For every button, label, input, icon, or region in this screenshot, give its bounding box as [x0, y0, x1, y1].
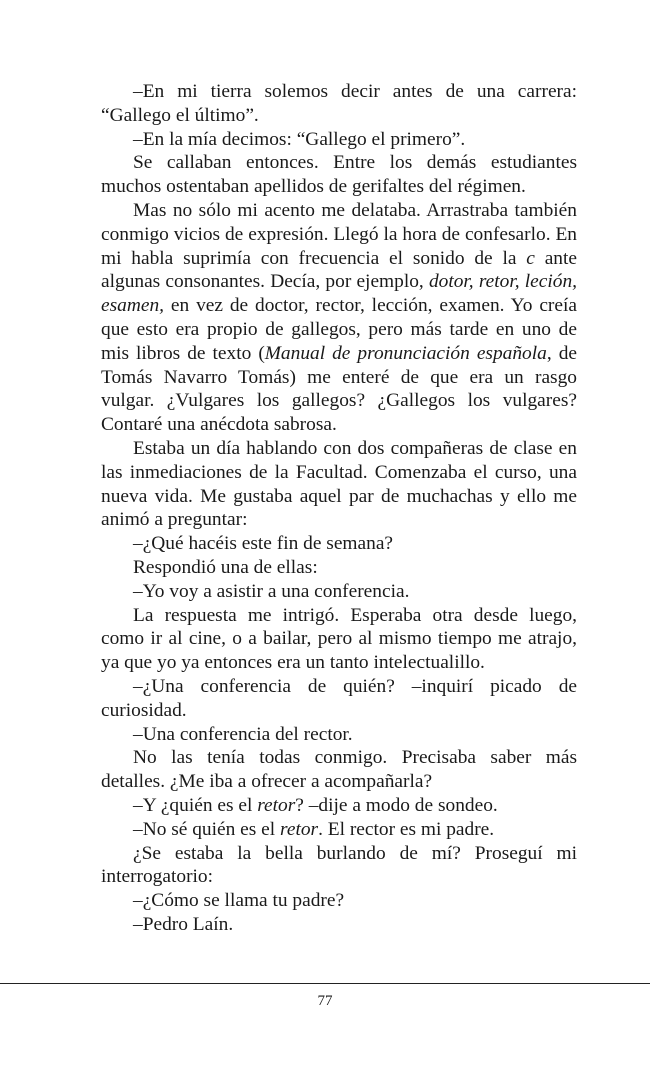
paragraph — [101, 746, 577, 794]
paragraph — [101, 437, 577, 532]
text-run: –¿Una conferencia de quién? –inquirí picado de curiosidad. — [101, 675, 577, 721]
paragraph — [101, 532, 577, 556]
text-run: ¿Se estaba la bella burlando de mí? Proseguí mi interrogatorio: — [101, 842, 577, 888]
italic-text: c — [526, 247, 535, 269]
paragraph — [101, 842, 577, 890]
paragraph — [101, 151, 577, 199]
text-run: Estaba un día hablando con dos compañeras de clase en las inmediaciones de la Facultad. Comenzaba el curso, una nueva vida. Me gustaba aquel par de muchachas y ello me animó a preguntar: — [101, 437, 577, 531]
paragraph — [101, 580, 577, 604]
text-run: ante algunas consonantes. Decía, por ejemplo, — [101, 247, 577, 293]
text-run: . El rector es mi padre. — [318, 818, 495, 840]
footer-rule — [0, 983, 650, 984]
text-run: –En mi tierra solemos decir antes de una carrera: “Gallego el último”. — [101, 81, 577, 126]
paragraph — [101, 604, 577, 675]
paragraph — [101, 889, 577, 913]
text-run: –Pedro Laín. — [133, 913, 234, 935]
paragraph — [101, 818, 577, 842]
text-run: , de Tomás Navarro Tomás) me enteré de que era un rasgo vulgar. ¿Vulgares los gallegos? ¿Gallegos los vulgares? Contaré una anécdota sabrosa. — [101, 342, 578, 436]
text-run: –En la mía decimos: “Gallego el primero”. — [133, 128, 466, 150]
italic-text: dotor, retor, leción, esamen, — [101, 271, 577, 317]
text-run: La respuesta me intrigó. Esperaba otra desde luego, como ir al cine, o a bailar, pero al mismo tiempo me atrajo, ya que yo ya entonces era un tanto intelectualillo. — [101, 604, 577, 674]
paragraph — [101, 128, 577, 152]
text-run: –Yo voy a asistir a una conferencia. — [133, 580, 410, 602]
text-run: –¿Cómo se llama tu padre? — [133, 890, 345, 912]
text-run: –Y ¿quién es el — [133, 794, 258, 816]
italic-text: retor — [257, 794, 296, 816]
text-run: No las tenía todas conmigo. Precisaba saber más detalles. ¿Me iba a ofrecer a acompañarla? — [101, 747, 577, 793]
italic-text: Manual de pronunciación española — [264, 342, 547, 364]
text-run: –Una conferencia del rector. — [133, 723, 353, 745]
text-run: en vez de doctor, rector, lección, examen. Yo creía que esto era propio de gallegos, pero más tarde en uno de mis libros de texto ( — [101, 295, 577, 364]
text-run: ? –dije a modo de sondeo. — [295, 794, 498, 816]
paragraph — [101, 80, 577, 128]
page-number: 77 — [317, 993, 333, 1009]
text-run: –¿Qué hacéis este fin de semana? — [133, 533, 394, 555]
text-run: –No sé quién es el — [133, 818, 281, 840]
text-run: Se callaban entonces. Entre los demás estudiantes muchos ostentaban apellidos de gerifaltes del régimen. — [101, 152, 577, 198]
paragraph — [101, 675, 577, 723]
paragraph — [101, 913, 577, 937]
paragraph — [101, 723, 577, 747]
text-run: Respondió una de ellas: — [133, 556, 318, 578]
paragraph — [101, 556, 577, 580]
text-run: Mas no sólo mi acento me delataba. Arrastraba también conmigo vicios de expresión. Llegó la hora de confesarlo. En mi habla suprimía con frecuencia el sonido de la — [101, 199, 577, 269]
body-text — [101, 80, 577, 937]
italic-text: retor — [280, 818, 319, 840]
paragraph — [101, 794, 577, 818]
paragraph — [101, 199, 577, 437]
